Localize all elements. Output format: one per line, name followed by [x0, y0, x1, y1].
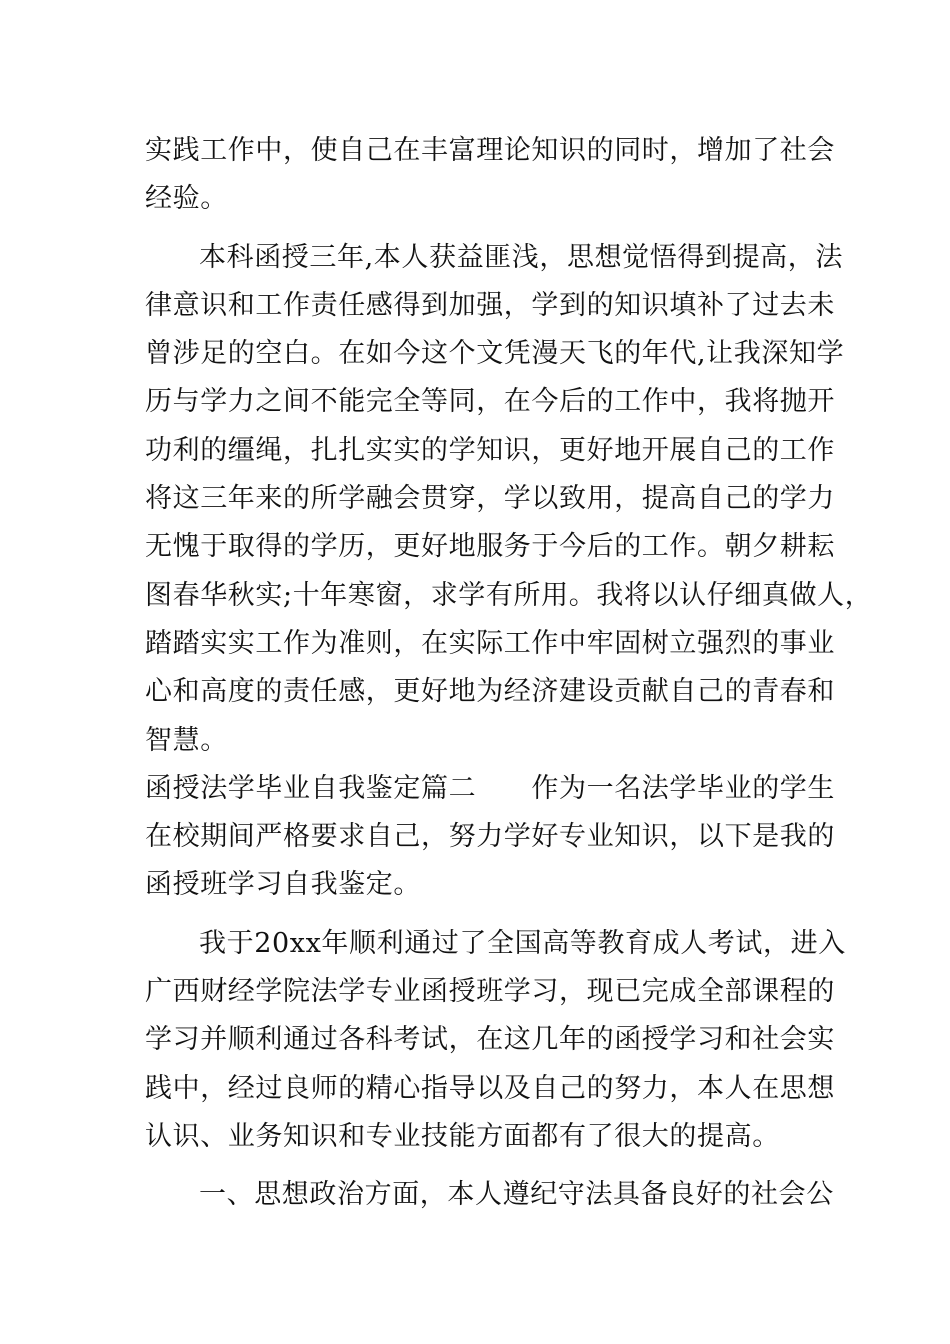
text-line: 践中，经过良师的精心指导以及自己的努力，本人在思想 [145, 1072, 835, 1104]
text-line: 心和高度的责任感，更好地为经济建设贡献自己的青春和 [145, 676, 835, 708]
text-line: 踏踏实实工作为准则，在实际工作中牢固树立强烈的事业 [145, 627, 835, 659]
text-line: 无愧于取得的学历，更好地服务于今后的工作。朝夕耕耘 [145, 531, 835, 563]
text-line: 律意识和工作责任感得到加强，学到的知识填补了过去未 [145, 289, 835, 321]
text-line: 功利的缰绳，扎扎实实的学知识，更好地开展自己的工作 [145, 434, 835, 466]
text-line: 学习并顺利通过各科考试，在这几年的函授学习和社会实 [145, 1024, 835, 1056]
text-line: 曾涉足的空白。在如今这个文凭漫天飞的年代,让我深知学 [145, 338, 845, 370]
text-line: 历与学力之间不能完全等同，在今后的工作中，我将抛开 [145, 386, 835, 418]
paragraph-start-line: 本科函授三年,本人获益匪浅，思想觉悟得到提高，法 [199, 241, 843, 273]
text-line: 广西财经学院法学专业函授班学习，现已完成全部课程的 [145, 976, 835, 1008]
text-line: 智慧。 [145, 724, 228, 756]
text-line: 经验。 [145, 183, 228, 215]
text-line: 在校期间严格要求自己，努力学好专业知识，以下是我的 [145, 821, 835, 853]
document-body [145, 127, 873, 1220]
text-line: 图春华秋实;十年寒窗，求学有所用。我将以认仔细真做人， [145, 579, 873, 611]
section-heading-line: 函授法学毕业自我鉴定篇二 作为一名法学毕业的学生 [145, 772, 835, 804]
paragraph-start-line: 我于20xx年顺利通过了全国高等教育成人考试，进入 [199, 927, 846, 959]
text-line: 认识、业务知识和专业技能方面都有了很大的提高。 [145, 1120, 780, 1152]
text-line: 实践工作中，使自己在丰富理论知识的同时，增加了社会 [145, 135, 835, 166]
text-line: 函授班学习自我鉴定。 [145, 869, 421, 901]
paragraph-start-line: 一、思想政治方面，本人遵纪守法具备良好的社会公 [199, 1179, 834, 1211]
text-line: 将这三年来的所学融会贯穿，学以致用，提高自己的学力 [145, 483, 835, 515]
